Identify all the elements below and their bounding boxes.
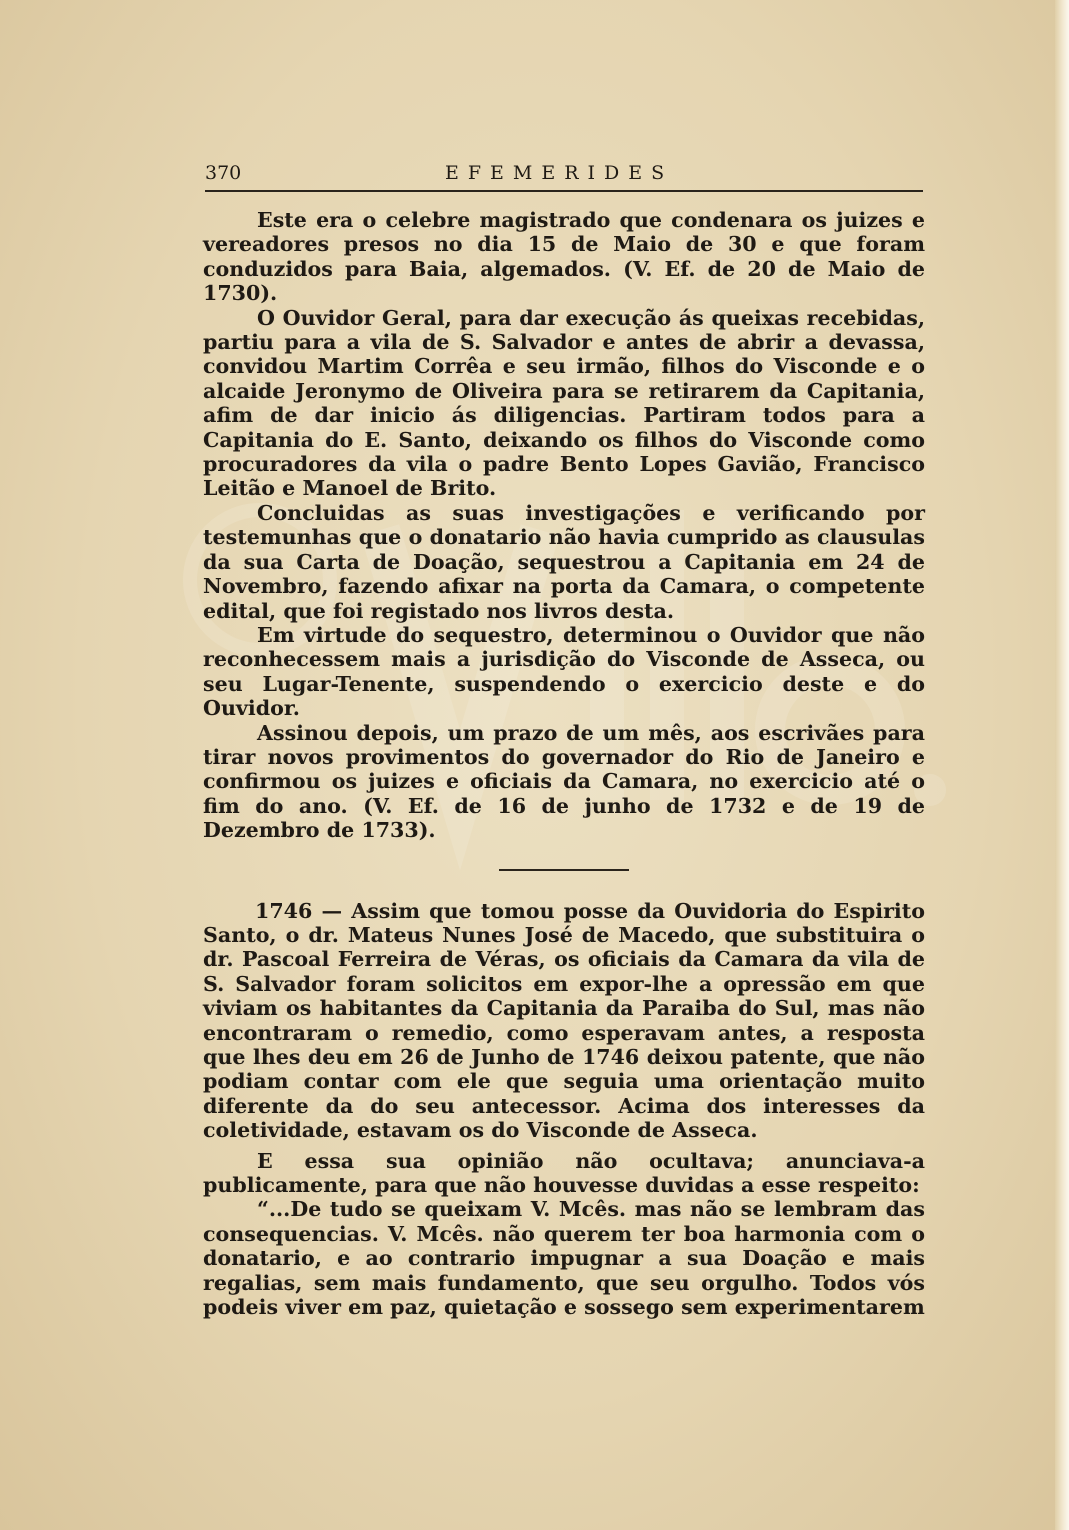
paragraph: O Ouvidor Geral, para dar execução ás queixas recebidas, partiu para a vila de S. Salvador e antes de abrir a devassa, convidou Martim Corrêa e seu irmão, filhos do Visconde e o alcaide Jeronymo de Oliveira para se retirarem da Capitania, afim de dar inicio ás diligencias. Partiram todos para a Capitania do E. Santo, deixando os filhos do Visconde como procuradores da vila o padre Bento Lopes Gavião, Francisco Leitão e Manoel de Brito.: [203, 305, 925, 501]
running-title: EFEMERIDES: [445, 162, 674, 184]
paragraph: Concluidas as suas investigações e verificando por testemunhas que o donatario não havia cumprido as clausulas da sua Carta de Doação, sequestrou a Capitania em 24 de Novembro, fazendo afixar na porta da Camara, o competente edital, que foi registado nos livros desta.: [203, 500, 925, 623]
paragraph: 1746 — Assim que tomou posse da Ouvidoria do Espirito Santo, o dr. Mateus Nunes José de Macedo, que substituira o dr. Pascoal Ferreira de Véras, os oficiais da Camara da vila de S. Salvador foram solicitos em expor-lhe a opressão em que viviam os habitantes da Capitania da Paraiba do Sul, mas não encontraram o remedio, como esperavam antes, a resposta que lhes deu em 26 de Junho de 1746 deixou patente, que não podiam contar com ele que seguia uma orientação muito diferente da do seu antecessor. Acima dos interesses da coletividade, estavam os do Visconde de Asseca.: [203, 898, 925, 1143]
paragraph: E essa sua opinião não ocultava; anunciava-a publicamente, para que não houvesse duvidas a esse respeito:: [203, 1148, 925, 1198]
page-number: 370: [205, 162, 242, 184]
quoted-paragraph: “...De tudo se queixam V. Mcês. mas não se lembram das consequencias. V. Mcês. não querem ter boa harmonia com o donatario, e ao contrario impugnar a sua Doação e mais regalias, sem mais fundamento, que seu orgulho. Todos vós podeis viver em paz, quietação e sossego sem experimentarem: [203, 1197, 925, 1320]
paragraph: Este era o celebre magistrado que condenara os juizes e vereadores presos no dia 15 de Maio de 30 e que foram conduzidos para Baia, algemados. (V. Ef. de 20 de Maio de 1730).: [203, 208, 925, 306]
body-text: [203, 208, 925, 1319]
paragraph: Assinou depois, um prazo de um mês, aos escrivães para tirar novos provimentos do governador do Rio de Janeiro e confirmou os juizes e oficiais da Camara, no exercicio até o fim do ano. (V. Ef. de 16 de junho de 1732 e de 19 de Dezembro de 1733).: [203, 720, 925, 843]
paragraph: Em virtude do sequestro, determinou o Ouvidor que não reconhecessem mais a jurisdição do Visconde de Asseca, ou seu Lugar-Tenente, suspendendo o exercicio deste e do Ouvidor.: [203, 622, 925, 721]
page-edge: [1055, 0, 1069, 1530]
section-divider: [499, 869, 629, 871]
running-header: [205, 160, 923, 192]
